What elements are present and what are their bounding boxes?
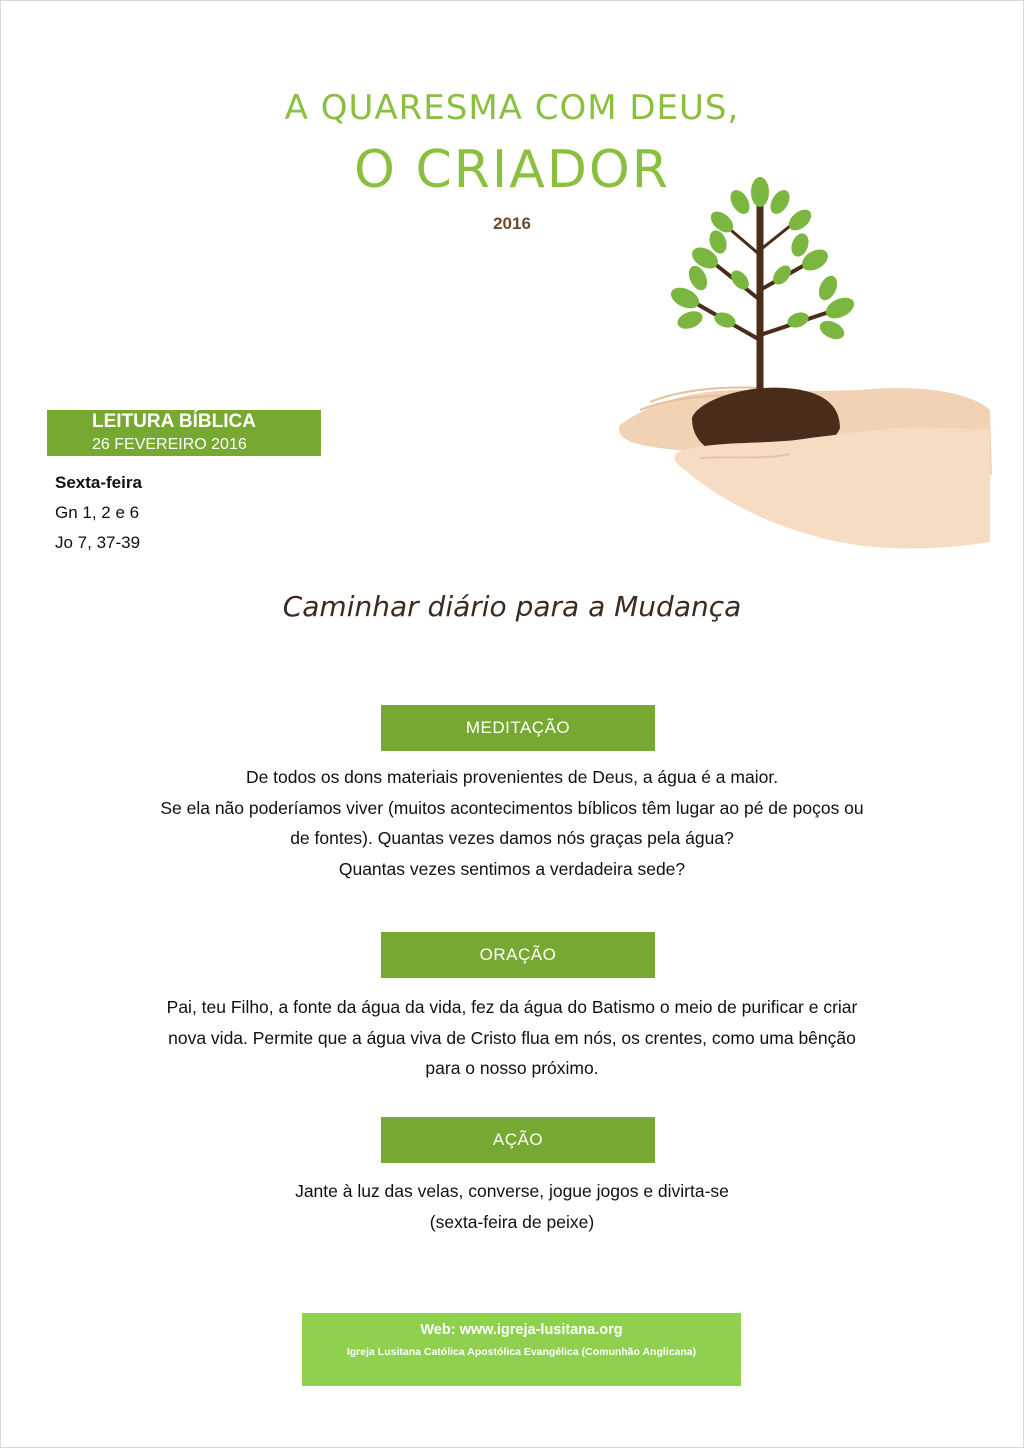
- text-line: Pai, teu Filho, a fonte da água da vida, fez da água do Batismo o meio de purificar e criar: [166, 997, 858, 1017]
- text-line: Quantas vezes sentimos a verdadeira sede?: [338, 858, 686, 879]
- reading-day: Sexta-feira: [55, 473, 142, 492]
- reading-header-box: [47, 410, 321, 456]
- section-heading-meditacao: MEDITAÇÃO: [381, 705, 655, 751]
- reading-label: LEITURA BÍBLICA: [92, 411, 256, 432]
- section-text-meditacao: [100, 762, 924, 884]
- year-label: 2016: [493, 214, 531, 233]
- text-line: De todos os dons materiais provenientes de Deus, a água é a maior.: [245, 767, 779, 787]
- text-line: de fontes). Quantas vezes damos nós graças pela água?: [290, 828, 734, 848]
- reading-ref-2: Jo 7, 37-39: [55, 533, 141, 552]
- text-line: (sexta-feira de peixe): [429, 1211, 595, 1232]
- tagline: Caminhar diário para a Mudança: [282, 590, 742, 623]
- page-title-line2: O CRIADOR: [354, 140, 670, 200]
- footer-organization: Igreja Lusitana Católica Apostólica Evangélica (Comunhão Anglicana): [346, 1346, 697, 1358]
- section-heading-oracao: ORAÇÃO: [381, 932, 655, 978]
- text-line: nova vida. Permite que a água viva de Cristo flua em nós, os crentes, como uma bênção: [168, 1027, 856, 1048]
- section-text-acao: [100, 1176, 924, 1237]
- page-title-line1: A QUARESMA COM DEUS,: [284, 88, 740, 128]
- section-heading-acao: AÇÃO: [381, 1117, 655, 1163]
- section-text-oracao: [100, 992, 924, 1084]
- text-line: Jante à luz das velas, converse, jogue jogos e divirta-se: [295, 1181, 729, 1201]
- footer-box: [302, 1313, 741, 1386]
- footer-web-link[interactable]: Web: www.igreja-lusitana.org: [420, 1322, 623, 1338]
- text-line: para o nosso próximo.: [425, 1058, 599, 1078]
- tree-in-hands-icon: [600, 170, 1000, 570]
- text-line: Se ela não poderíamos viver (muitos acontecimentos bíblicos têm lugar ao pé de poços ou: [160, 797, 864, 818]
- reading-ref-1: Gn 1, 2 e 6: [55, 503, 140, 522]
- reading-date: 26 FEVEREIRO 2016: [92, 436, 247, 453]
- reading-references: [55, 468, 142, 558]
